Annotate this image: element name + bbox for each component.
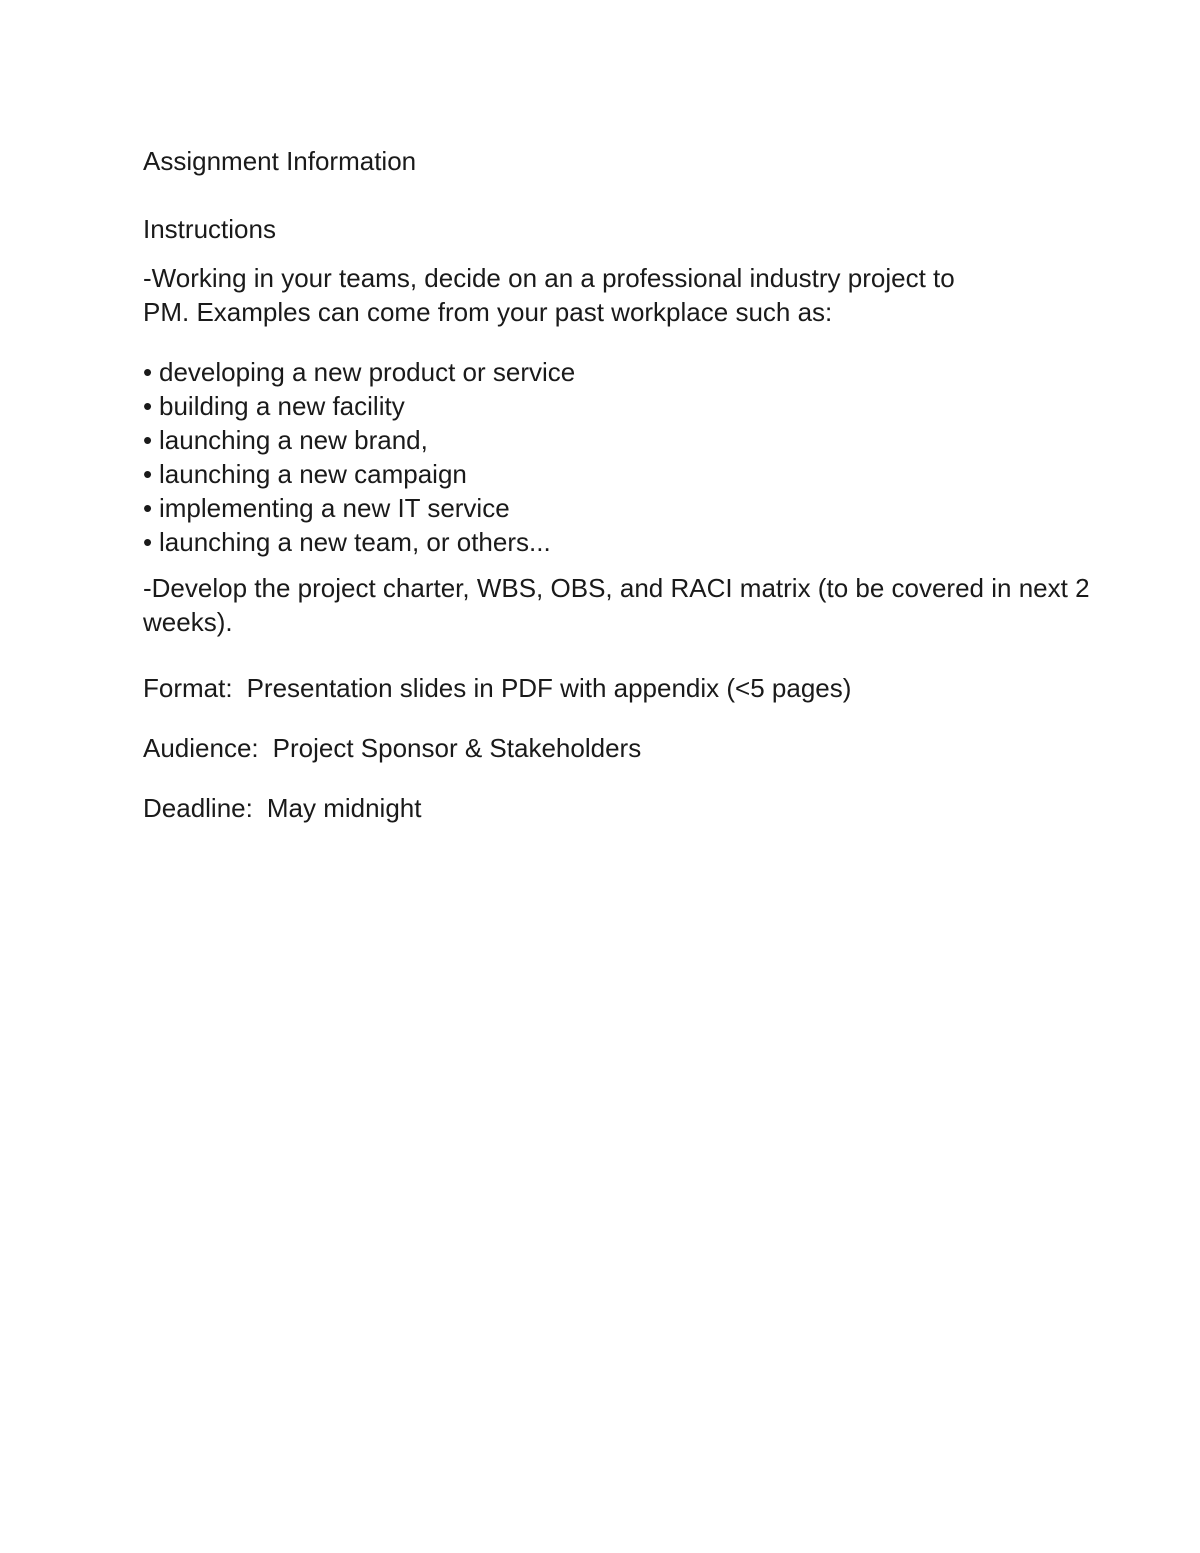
list-item <box>143 525 1193 559</box>
list-item <box>143 457 1193 491</box>
deadline-value: May midnight <box>266 793 422 823</box>
list-item <box>143 389 1193 423</box>
list-item-text: building a new facility <box>159 391 405 421</box>
deadline-field <box>143 791 1193 825</box>
intro-paragraph <box>143 261 1193 329</box>
intro-line: -Working in your teams, decide on an a professional industry project to <box>143 263 955 293</box>
deadline-label: Deadline: <box>143 793 253 823</box>
format-label: Format: <box>143 673 233 703</box>
bullet-icon: • <box>143 459 153 489</box>
develop-line: -Develop the project charter, WBS, OBS, and RACI matrix (to be covered in next 2 <box>143 573 1090 603</box>
intro-line: PM. Examples can come from your past workplace such as: <box>143 297 833 327</box>
document-body <box>143 143 1193 851</box>
list-item <box>143 423 1193 457</box>
list-item-text: launching a new brand, <box>159 425 428 455</box>
bullet-icon: • <box>143 493 153 523</box>
instructions-heading: Instructions <box>143 214 276 244</box>
list-item-text: launching a new campaign <box>159 459 467 489</box>
audience-label: Audience: <box>143 733 259 763</box>
list-item <box>143 355 1193 389</box>
document-title: Assignment Information <box>143 146 417 176</box>
audience-value: Project Sponsor & Stakeholders <box>272 733 642 763</box>
bullet-icon: • <box>143 357 153 387</box>
audience-field <box>143 731 1193 765</box>
list-item <box>143 491 1193 525</box>
format-field <box>143 671 1193 705</box>
develop-line: weeks). <box>143 607 233 637</box>
bullet-icon: • <box>143 425 153 455</box>
bullet-icon: • <box>143 527 153 557</box>
develop-paragraph <box>143 571 1193 639</box>
bullet-icon: • <box>143 391 153 421</box>
list-item-text: launching a new team, or others... <box>159 527 551 557</box>
list-item-text: developing a new product or service <box>159 357 576 387</box>
format-value: Presentation slides in PDF with appendix (<5 pages) <box>246 673 852 703</box>
example-list <box>143 355 1193 559</box>
list-item-text: implementing a new IT service <box>159 493 510 523</box>
